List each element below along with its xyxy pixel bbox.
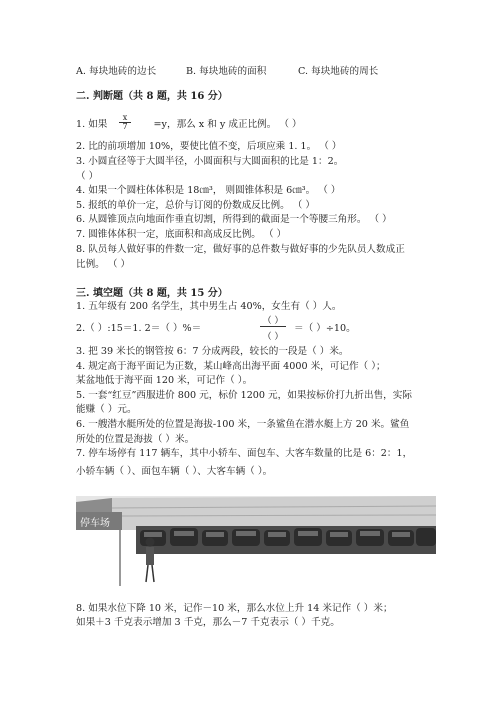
fill-q5-line1: 5. 一套“红豆”西服进价 800 元，标价 1200 元，如果按标价打九折出售，实际 <box>76 390 412 401</box>
judge-q1 <box>76 119 302 131</box>
parking-sign-text: 停车场 <box>80 518 110 529</box>
judge-q6: 6. 从圆锥顶点向地面作垂直切割，所得到的截面是一个等腰三角形。 （ ） <box>76 214 392 225</box>
section-3-title: 三. 填空题（共 8 题，共 15 分） <box>76 288 228 299</box>
judge-q8-line1: 8. 队员每人做好事的件数一定，做好事的总件数与做好事的少先队员人数成正 <box>76 244 405 255</box>
judge-q8-line2: 比例。 （ ） <box>76 259 131 270</box>
fill-q6-line1: 6. 一艘潜水艇所处的位置是海拔-100 米，一条鲨鱼在潜水艇上方 20 米。鲨鱼 <box>76 419 410 430</box>
fill-q2-fraction-bar <box>260 326 286 327</box>
fill-q4-line1: 4. 规定高于海平面记为正数，某山峰高出海平面 4000 米，可记作（ ）； <box>76 361 386 372</box>
fill-q3: 3. 把 39 米长的钢管按 6：7 分成两段，较长的一段是（ ）米。 <box>76 346 349 357</box>
fill-q7-line2: 小轿车辆（ ）、面包车辆（ ）、大客车辆（ ）。 <box>76 466 273 477</box>
judge-q3-line2: （ ） <box>76 171 99 182</box>
parking-lot-illustration <box>76 490 436 586</box>
judge-q2: 2. 比的前项增加 10%，要使比值不变，后项应乘 1. 1。 （ ） <box>76 141 342 152</box>
fill-q5-line2: 能赚（ ）元。 <box>76 404 137 415</box>
judge-q1-frac-num: x <box>119 114 131 123</box>
option-a: A. 每块地砖的边长 <box>76 66 157 77</box>
fill-q8-line2: 如果＋3 千克表示增加 3 千克，那么－7 千克表示（ ）千克。 <box>76 617 340 628</box>
fill-q1: 1. 五年级有 200 名学生，其中男生占 40%，女生有（ ）人。 <box>76 301 342 312</box>
judge-q1-suffix: =y，那么 x 和 y 成正比例。 （ ） <box>153 119 302 130</box>
fill-q7-line1: 7. 停车场停有 117 辆车，其中小轿车、面包车、大客车数量的比是 6：2：1， <box>76 448 413 459</box>
judge-q3-line1: 3. 小圆直径等于大圆半径，小圆面积与大圆面积的比是 1：2。 <box>76 156 344 167</box>
fill-q2-left: 2.（ ）:15＝1. 2＝（ ）%＝ <box>76 323 202 334</box>
fill-q2-brace-top: （ ） <box>262 316 284 326</box>
judge-q1-prefix: 1. 如果 <box>76 119 108 130</box>
option-c: C. 每块地砖的周长 <box>298 66 379 77</box>
judge-q4: 4. 如果一个圆柱体体积是 18㎝³， 则圆锥体积是 6㎝³。 （ ） <box>76 185 341 196</box>
fill-q4-line2: 某盆地低于海平面 120 米，可记作（ ）。 <box>76 375 253 386</box>
fill-q2-brace-bottom: （ ） <box>262 332 284 342</box>
fill-q6-line2: 所处的位置是海拔（ ）米。 <box>76 434 195 445</box>
section-2-title: 二. 判断题（共 8 题，共 16 分） <box>76 91 228 102</box>
fill-q2-right: ＝（ ）÷10。 <box>294 323 356 334</box>
judge-q1-frac-den: 7 <box>122 122 128 131</box>
option-b: B. 每块地砖的面积 <box>186 66 267 77</box>
fill-q2-fraction <box>258 313 288 343</box>
fill-q8-line1: 8. 如果水位下降 10 米，记作－10 米，那么水位上升 14 米记作（ ）米； <box>76 603 393 614</box>
judge-q1-fraction <box>119 114 131 131</box>
judge-q7: 7. 圆锥体体积一定，底面积和高成反比例。 （ ） <box>76 229 287 240</box>
judge-q5: 5. 报纸的单价一定，总价与订阅的份数成反比例。 （ ） <box>76 200 315 211</box>
